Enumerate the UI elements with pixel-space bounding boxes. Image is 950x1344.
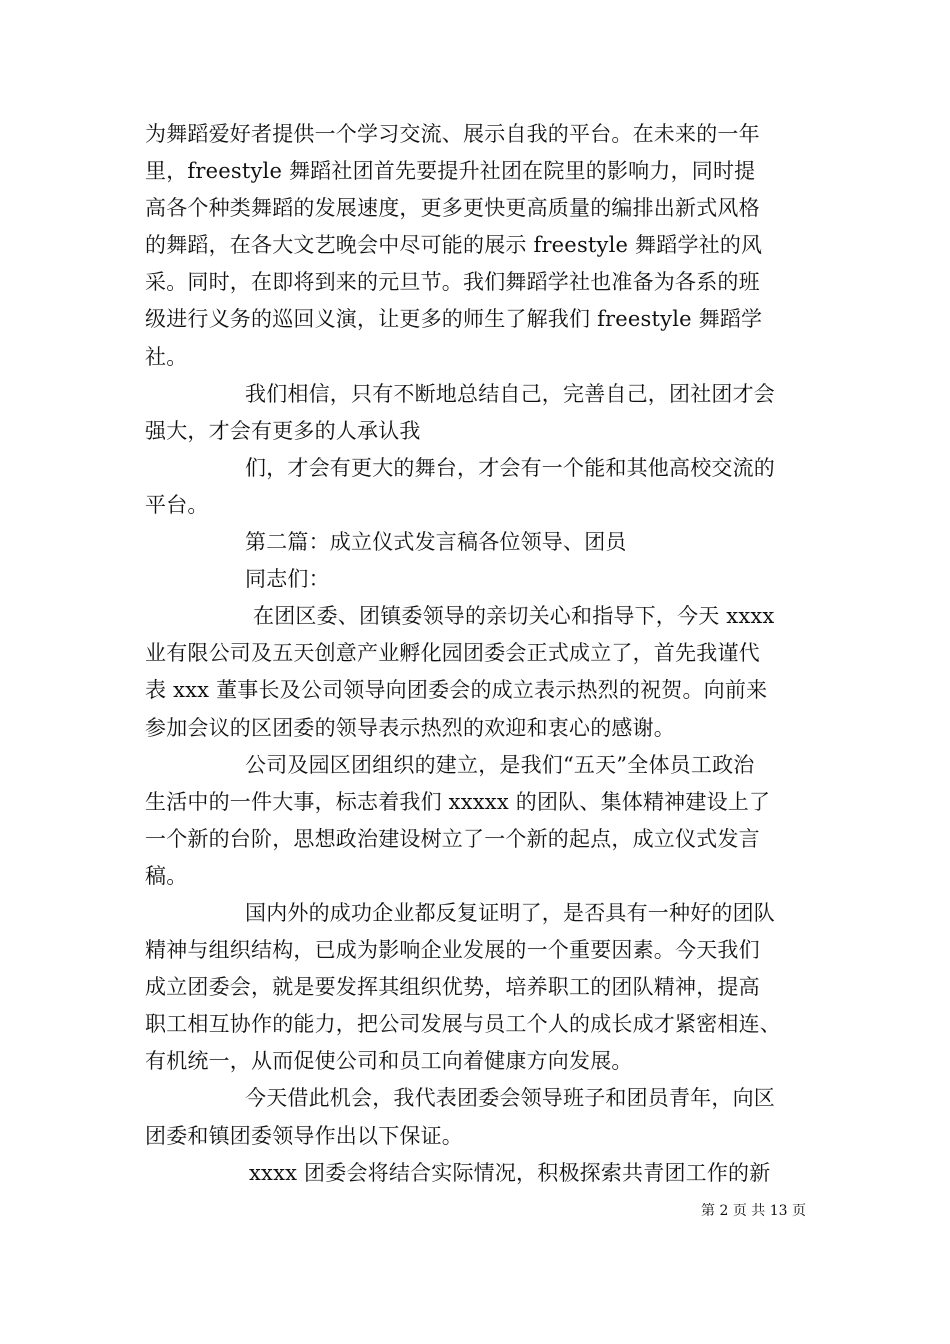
- text-line: 公司及园区团组织的建立，是我们“五天”全体员工政治: [245, 752, 755, 777]
- text-line: 精神与组织结构，已成为影响企业发展的一个重要因素。今天我们: [145, 938, 760, 963]
- text-line: 为舞蹈爱好者提供一个学习交流、展示自我的平台。在未来的一年: [145, 122, 760, 146]
- page-number: 第 2 页 共 13 页: [701, 1203, 806, 1219]
- text-line: 强大，才会有更多的人承认我: [145, 418, 421, 443]
- text-line: 们，才会有更大的舞台，才会有一个能和其他高校交流的: [245, 455, 775, 480]
- text-line: 我们相信，只有不断地总结自己，完善自己，团社团才会: [245, 381, 775, 406]
- text-line: 社。: [145, 344, 188, 369]
- text-line: 里，freestyle 舞蹈社团首先要提升社团在院里的影响力，同时提: [145, 159, 756, 184]
- text-line: 一个新的台阶，思想政治建设树立了一个新的起点，成立仪式发言: [145, 826, 760, 851]
- text-line: 参加会议的区团委的领导表示热烈的欢迎和衷心的感谢。: [145, 715, 675, 740]
- text-line: xxxx 团委会将结合实际情况，积极探索共青团工作的新: [249, 1160, 771, 1185]
- text-line: 级进行义务的巡回义演，让更多的师生了解我们 freestyle 舞蹈学: [145, 307, 763, 332]
- text-line: 的舞蹈，在各大文艺晚会中尽可能的展示 freestyle 舞蹈学社的风: [145, 233, 763, 258]
- text-line: 稿。: [145, 863, 188, 888]
- text-line: 生活中的一件大事，标志着我们 xxxxx 的团队、集体精神建设上了: [145, 789, 771, 814]
- document-body: [145, 116, 810, 1192]
- text-line: 高各个种类舞蹈的发展速度，更多更快更高质量的编排出新式风格: [145, 196, 760, 221]
- text-line: 有机统一，从而促使公司和员工向着健康方向发展。: [145, 1049, 633, 1074]
- text-line: 采。同时，在即将到来的元旦节。我们舞蹈学社也准备为各系的班: [145, 270, 760, 295]
- text-line: 同志们：: [245, 567, 330, 592]
- text-line: 表 xxx 董事长及公司领导向团委会的成立表示热烈的祝贺。向前来: [145, 678, 768, 703]
- text-line: 业有限公司及五天创意产业孵化园团委会正式成立了，首先我谨代: [145, 641, 760, 666]
- text-line: 今天借此机会，我代表团委会领导班子和团员青年，向区: [245, 1086, 775, 1111]
- text-line: 在团区委、团镇委领导的亲切关心和指导下，今天 xxxx: [253, 604, 775, 629]
- text-line: 成立团委会，就是要发挥其组织优势，培养职工的团队精神，提高: [145, 975, 760, 1000]
- text-line: 团委和镇团委领导作出以下保证。: [145, 1123, 463, 1148]
- text-line: 国内外的成功企业都反复证明了，是否具有一种好的团队: [245, 900, 775, 925]
- text-line: 职工相互协作的能力，把公司发展与员工个人的成长成才紧密相连、: [145, 1012, 781, 1037]
- text-line: 平台。: [145, 492, 209, 517]
- text-line: 第二篇：成立仪式发言稿各位领导、团员: [245, 530, 627, 555]
